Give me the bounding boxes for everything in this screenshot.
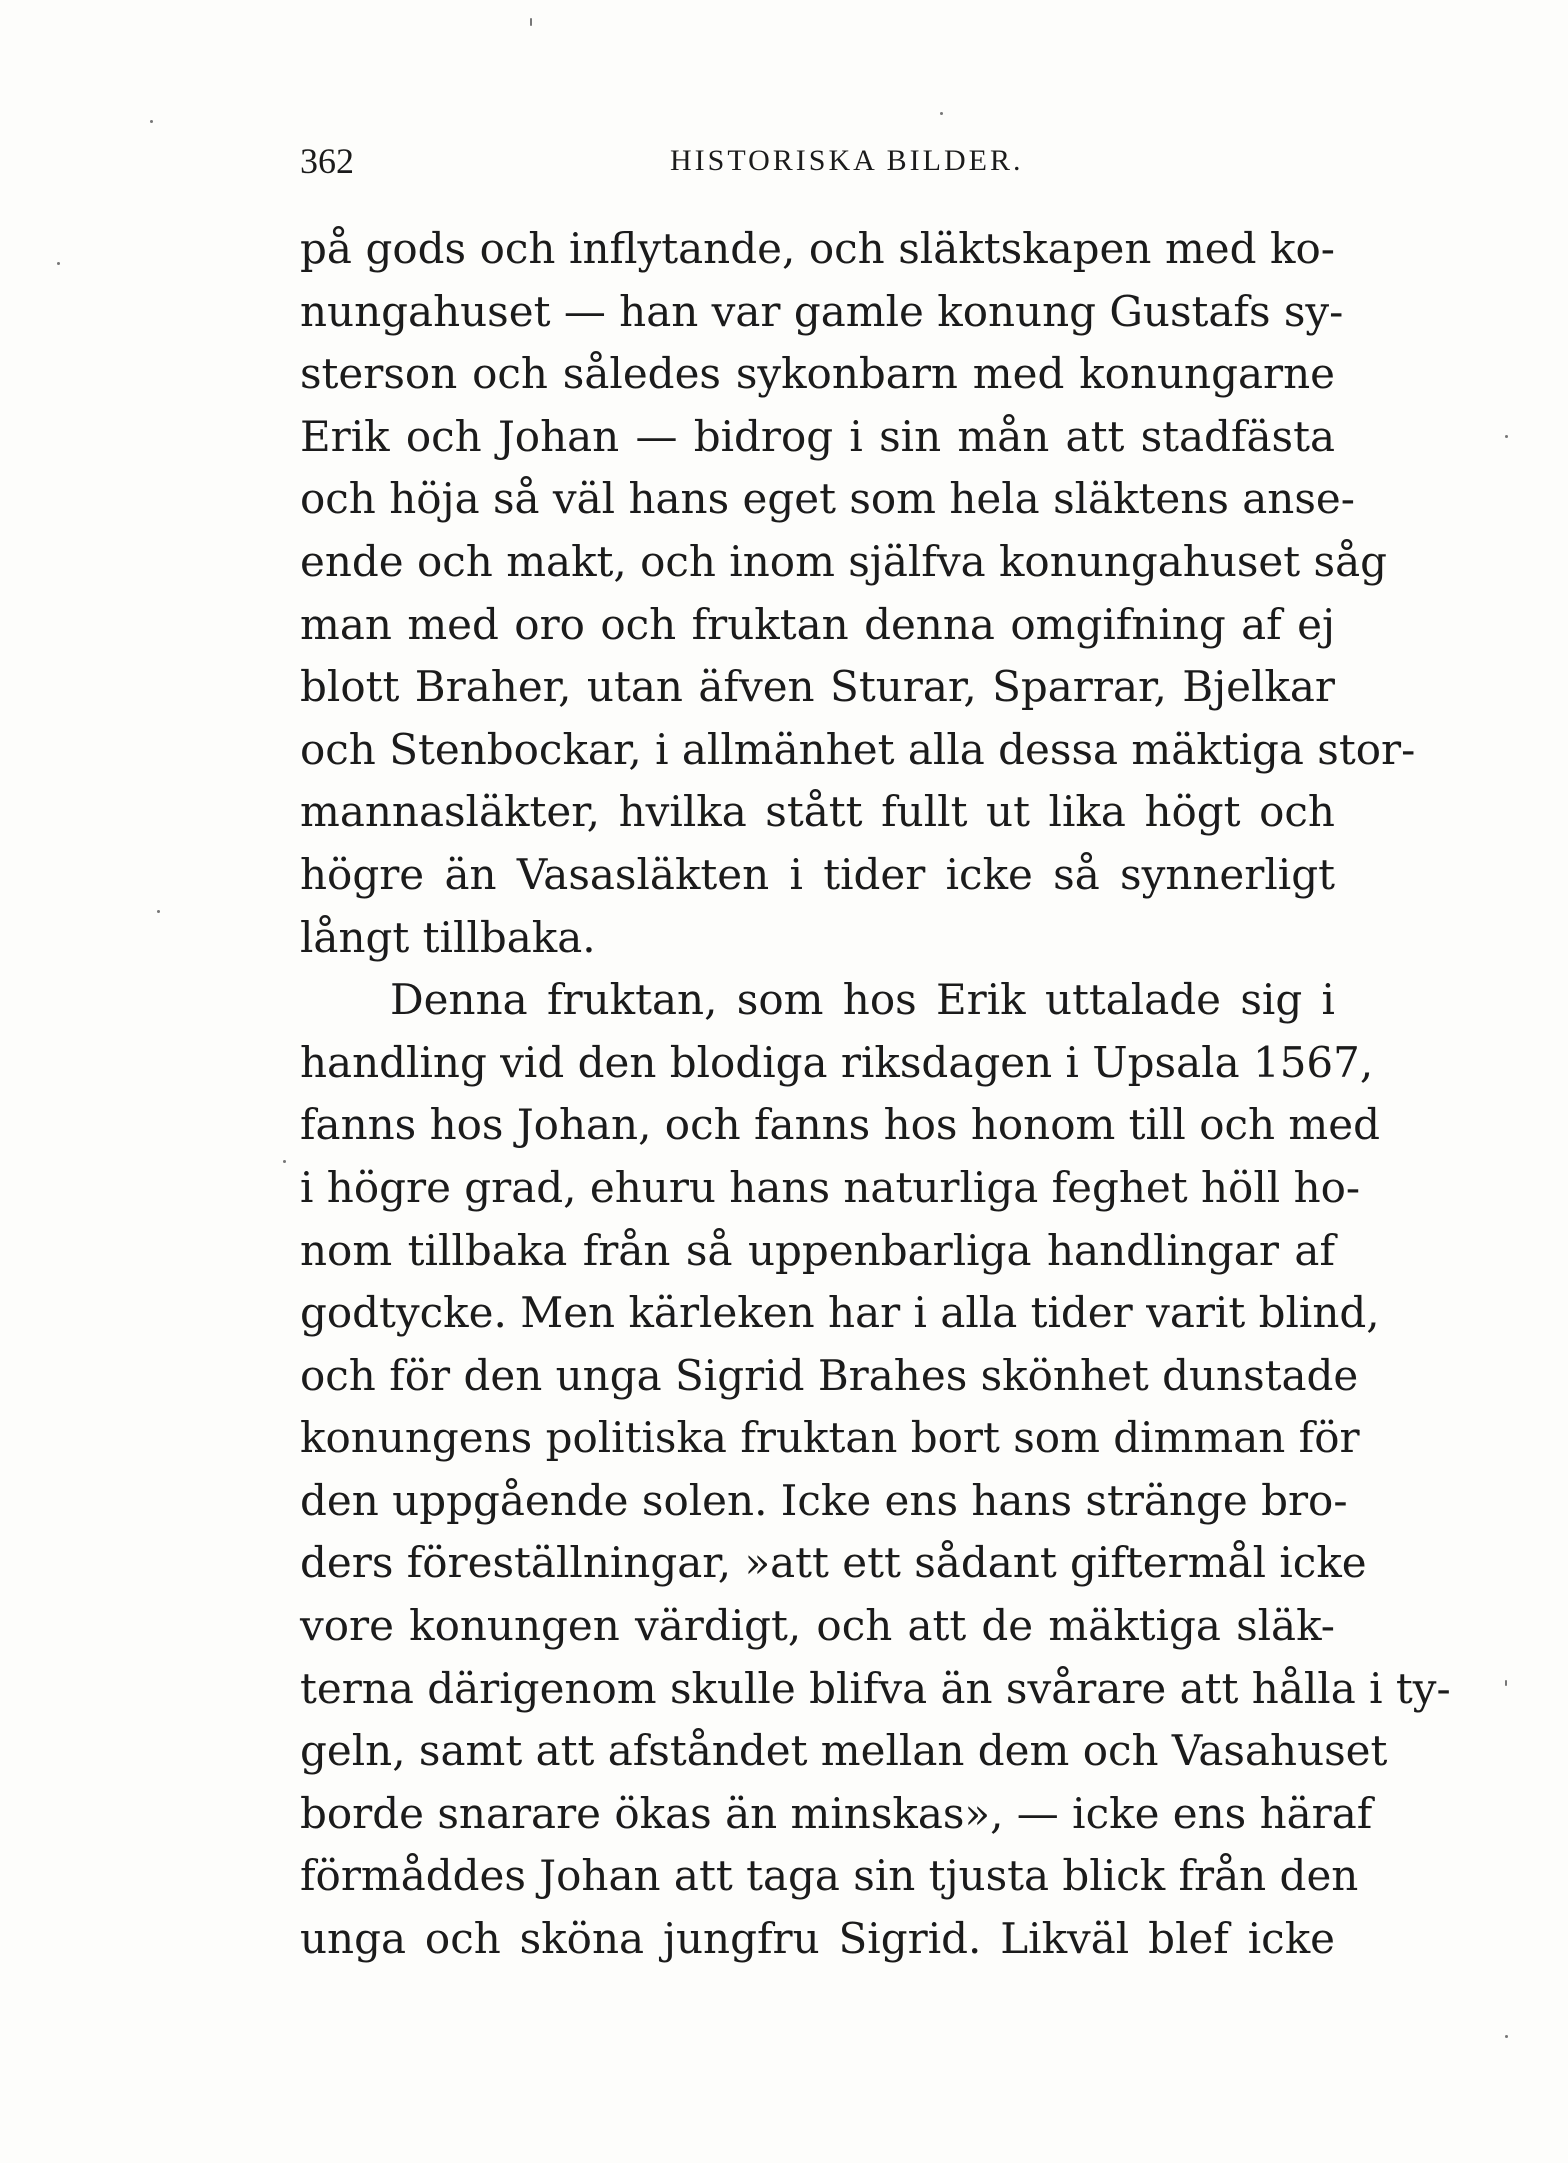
running-head [300,140,1335,190]
text-line: nungahuset — han var gamle konung Gustafs sy- [300,286,1344,336]
text-line: nom tillbaka från så uppenbarliga handlingar af [300,1225,1335,1275]
text-line: konungens politiska fruktan bort som dimman för [300,1413,1360,1463]
text-line: i högre grad, ehuru hans naturliga feghet höll ho- [300,1162,1361,1212]
text-line: den uppgående solen. Icke ens hans stränge bro- [300,1475,1348,1525]
text-line: ders föreställningar, »att ett sådant giftermål icke [300,1538,1367,1588]
text-line: mannasläkter, hvilka stått fullt ut lika högt och [300,787,1335,837]
text-line: långt tillbaka. [300,912,596,962]
text-line: geln, samt att afståndet mellan dem och Vasahuset [300,1726,1388,1776]
text-line: högre än Vasasläkten i tider icke så synnerligt [300,849,1335,899]
text-line: handling vid den blodiga riksdagen i Upsala 1567, [300,1037,1374,1087]
text-line: på gods och inflytande, och släktskapen med ko- [300,224,1335,273]
text-line: godtycke. Men kärleken har i alla tider varit blind, [300,1288,1380,1338]
text-line: Erik och Johan — bidrog i sin mån att stadfästa [300,411,1335,461]
text-line: sterson och således sykonbarn med konungarne [300,349,1335,399]
text-line: fanns hos Johan, och fanns hos honom till och med [300,1100,1380,1150]
body-text [300,218,1451,1971]
text-line: och höja så väl hans eget som hela släktens anse- [300,474,1355,524]
page-number: 362 [300,141,354,181]
text-line: ende och makt, och inom själfva konungahuset såg [300,536,1387,586]
text-line: vore konungen värdigt, och att de mäktiga släk- [300,1601,1335,1651]
text-line: och för den unga Sigrid Brahes skönhet dunstade [300,1350,1359,1400]
text-line: blott Braher, utan äfven Sturar, Sparrar, Bjelkar [300,662,1335,712]
page-header-title: HISTORISKA BILDER. [670,144,1024,177]
text-line: unga och sköna jungfru Sigrid. Likväl blef icke [300,1914,1335,1964]
text-line: man med oro och fruktan denna omgifning af ej [300,599,1335,649]
text-line: borde snarare ökas än minskas», — icke ens häraf [300,1788,1373,1838]
text-line: och Stenbockar, i allmänhet alla dessa mäktiga stor- [300,724,1416,774]
text-line: förmåddes Johan att taga sin tjusta blick från den [300,1851,1359,1901]
text-line: terna därigenom skulle blifva än svårare att hålla i ty- [300,1663,1451,1713]
paragraph-first-line: Denna fruktan, som hos Erik uttalade sig i [390,975,1335,1025]
